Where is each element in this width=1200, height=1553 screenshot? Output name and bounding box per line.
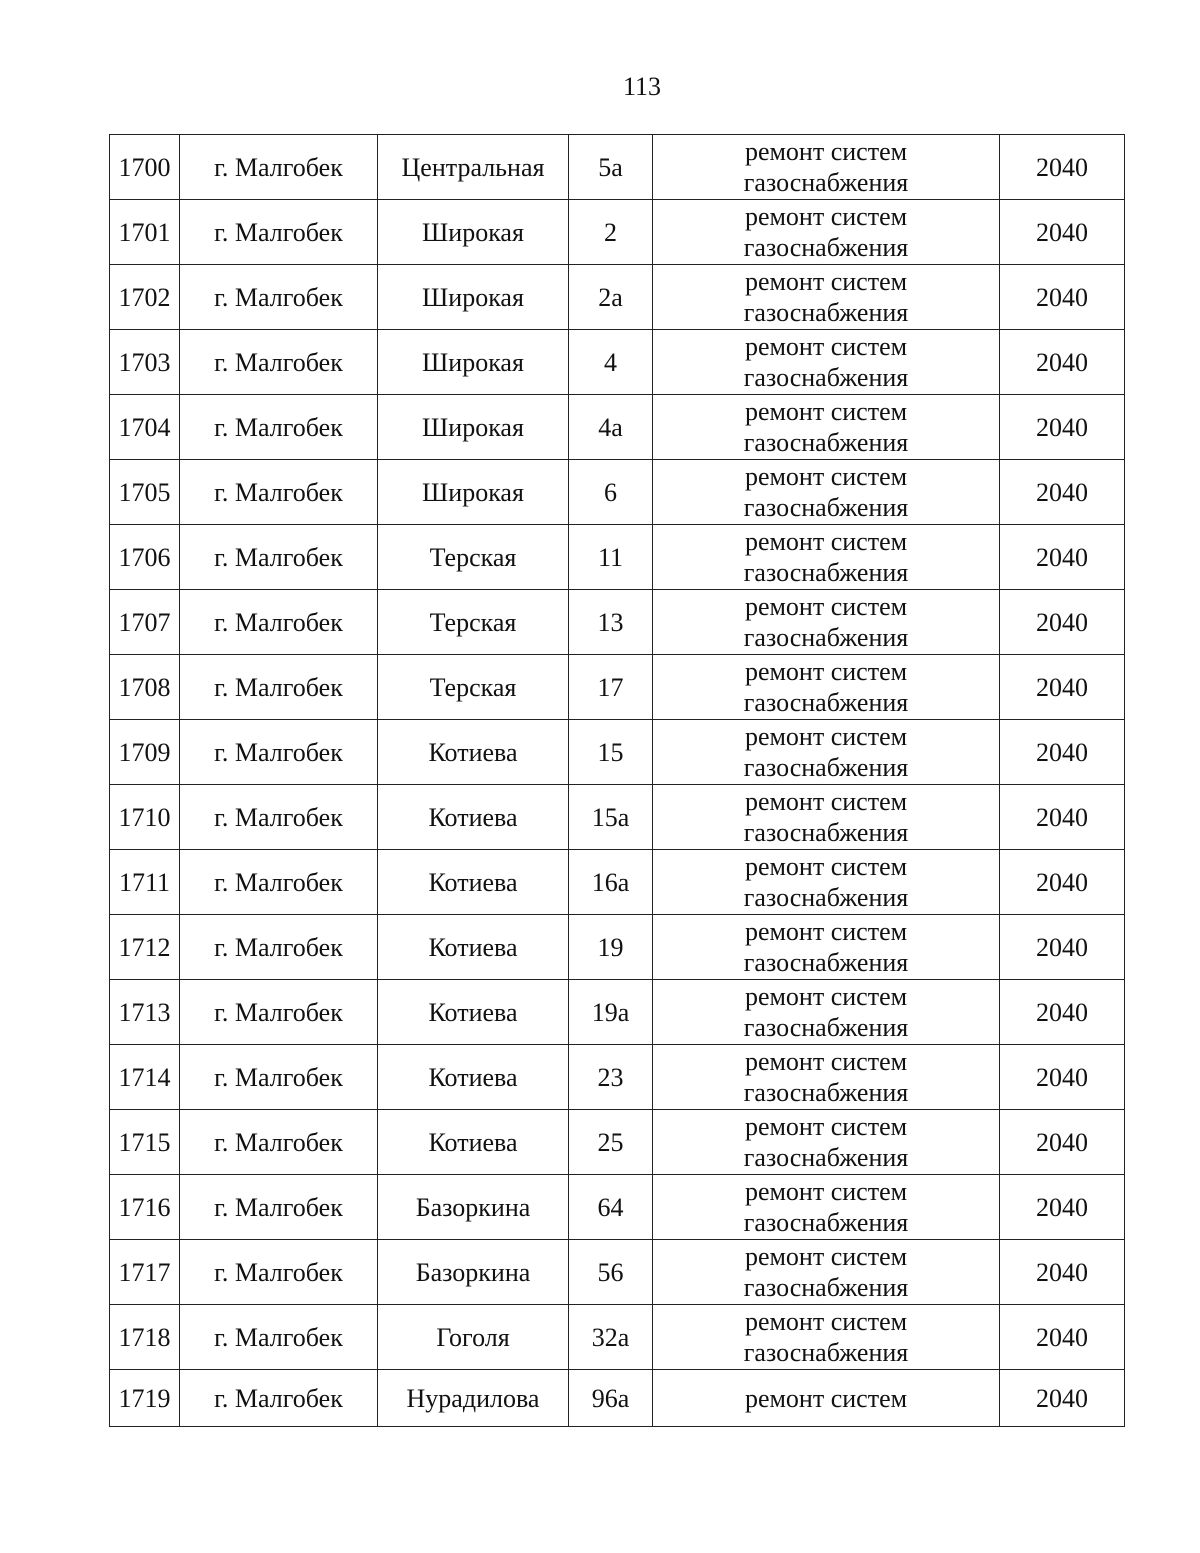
street-cell: Котиева — [378, 915, 569, 980]
table-row — [110, 1370, 1125, 1427]
house-number-cell: 5а — [569, 135, 653, 200]
work-type-line-2: газоснабжения — [743, 688, 909, 717]
city-cell: г. Малгобек — [180, 395, 378, 460]
year-cell: 2040 — [1000, 330, 1125, 395]
row-number-cell: 1712 — [110, 915, 180, 980]
year-cell: 2040 — [1000, 1045, 1125, 1110]
work-type-cell — [653, 785, 1000, 850]
table-row — [110, 850, 1125, 915]
city-cell: г. Малгобек — [180, 1110, 378, 1175]
work-type-line-1: ремонт систем — [744, 1177, 908, 1206]
work-type-line-2: газоснабжения — [743, 558, 909, 587]
city-cell: г. Малгобек — [180, 785, 378, 850]
row-number-cell: 1708 — [110, 655, 180, 720]
work-type-line-1: ремонт систем — [744, 137, 908, 166]
row-number-cell: 1713 — [110, 980, 180, 1045]
house-number-cell: 11 — [569, 525, 653, 590]
work-type-line-1: ремонт систем — [744, 787, 908, 816]
year-cell: 2040 — [1000, 655, 1125, 720]
street-cell: Котиева — [378, 1110, 569, 1175]
year-cell: 2040 — [1000, 525, 1125, 590]
work-type-line-1: ремонт систем — [744, 657, 908, 686]
work-type-cell — [653, 590, 1000, 655]
city-cell: г. Малгобек — [180, 915, 378, 980]
city-cell: г. Малгобек — [180, 460, 378, 525]
row-number-cell: 1717 — [110, 1240, 180, 1305]
work-type-line-2: газоснабжения — [743, 168, 909, 197]
work-type-line-1: ремонт систем — [744, 1047, 908, 1076]
house-number-cell: 32а — [569, 1305, 653, 1370]
city-cell: г. Малгобек — [180, 720, 378, 785]
table-row — [110, 1110, 1125, 1175]
work-type-cell — [653, 1240, 1000, 1305]
work-type-cell — [653, 135, 1000, 200]
table-row — [110, 720, 1125, 785]
table-row — [110, 590, 1125, 655]
work-type-cell — [653, 850, 1000, 915]
work-type-line-2: газоснабжения — [743, 883, 909, 912]
house-number-cell: 19а — [569, 980, 653, 1045]
row-number-cell: 1706 — [110, 525, 180, 590]
table-row — [110, 785, 1125, 850]
work-type-line-1: ремонт систем — [744, 202, 908, 231]
work-type-cell — [653, 1370, 1000, 1427]
city-cell: г. Малгобек — [180, 1045, 378, 1110]
row-number-cell: 1710 — [110, 785, 180, 850]
city-cell: г. Малгобек — [180, 590, 378, 655]
house-number-cell: 4 — [569, 330, 653, 395]
city-cell: г. Малгобек — [180, 850, 378, 915]
work-type-line-1: ремонт систем — [744, 267, 908, 296]
house-number-cell: 25 — [569, 1110, 653, 1175]
work-type-line-1: ремонт систем — [744, 1383, 908, 1413]
house-number-cell: 19 — [569, 915, 653, 980]
work-type-cell — [653, 1045, 1000, 1110]
city-cell: г. Малгобек — [180, 525, 378, 590]
table-row — [110, 330, 1125, 395]
street-cell: Котиева — [378, 980, 569, 1045]
row-number-cell: 1701 — [110, 200, 180, 265]
work-type-line-1: ремонт систем — [744, 917, 908, 946]
work-type-line-2: газоснабжения — [743, 233, 909, 262]
row-number-cell: 1715 — [110, 1110, 180, 1175]
work-type-cell — [653, 265, 1000, 330]
table-row — [110, 265, 1125, 330]
row-number-cell: 1702 — [110, 265, 180, 330]
work-type-line-2: газоснабжения — [743, 493, 909, 522]
year-cell: 2040 — [1000, 460, 1125, 525]
work-type-cell — [653, 915, 1000, 980]
work-type-line-2: газоснабжения — [743, 428, 909, 457]
work-type-cell — [653, 395, 1000, 460]
work-type-line-1: ремонт систем — [744, 397, 908, 426]
work-type-line-2: газоснабжения — [743, 1338, 909, 1367]
work-type-line-1: ремонт систем — [744, 982, 908, 1011]
work-type-line-1: ремонт систем — [744, 1242, 908, 1271]
row-number-cell: 1714 — [110, 1045, 180, 1110]
table-row — [110, 1045, 1125, 1110]
work-type-line-1: ремонт систем — [744, 592, 908, 621]
house-number-cell: 23 — [569, 1045, 653, 1110]
city-cell: г. Малгобек — [180, 265, 378, 330]
street-cell: Широкая — [378, 330, 569, 395]
city-cell: г. Малгобек — [180, 200, 378, 265]
work-type-cell — [653, 1175, 1000, 1240]
city-cell: г. Малгобек — [180, 330, 378, 395]
year-cell: 2040 — [1000, 1370, 1125, 1427]
year-cell: 2040 — [1000, 915, 1125, 980]
city-cell: г. Малгобек — [180, 1305, 378, 1370]
street-cell: Терская — [378, 525, 569, 590]
work-type-cell — [653, 980, 1000, 1045]
row-number-cell: 1718 — [110, 1305, 180, 1370]
year-cell: 2040 — [1000, 135, 1125, 200]
year-cell: 2040 — [1000, 720, 1125, 785]
year-cell: 2040 — [1000, 395, 1125, 460]
street-cell: Котиева — [378, 850, 569, 915]
year-cell: 2040 — [1000, 1305, 1125, 1370]
house-number-cell: 15 — [569, 720, 653, 785]
house-number-cell: 13 — [569, 590, 653, 655]
city-cell: г. Малгобек — [180, 1175, 378, 1240]
city-cell: г. Малгобек — [180, 980, 378, 1045]
street-cell: Широкая — [378, 265, 569, 330]
work-type-cell — [653, 200, 1000, 265]
house-number-cell: 2 — [569, 200, 653, 265]
work-type-line-1: ремонт систем — [744, 1112, 908, 1141]
work-type-line-2: газоснабжения — [743, 753, 909, 782]
table-row — [110, 395, 1125, 460]
work-type-line-2: газоснабжения — [743, 1013, 909, 1042]
work-type-line-2: газоснабжения — [743, 623, 909, 652]
year-cell: 2040 — [1000, 590, 1125, 655]
year-cell: 2040 — [1000, 1240, 1125, 1305]
work-type-line-2: газоснабжения — [743, 363, 909, 392]
table-row — [110, 655, 1125, 720]
year-cell: 2040 — [1000, 200, 1125, 265]
work-type-line-1: ремонт систем — [744, 722, 908, 751]
street-cell: Базоркина — [378, 1175, 569, 1240]
work-type-line-2: газоснабжения — [743, 1078, 909, 1107]
house-number-cell: 56 — [569, 1240, 653, 1305]
row-number-cell: 1703 — [110, 330, 180, 395]
street-cell: Широкая — [378, 200, 569, 265]
row-number-cell: 1709 — [110, 720, 180, 785]
table-row — [110, 525, 1125, 590]
table-row — [110, 1175, 1125, 1240]
table-row — [110, 915, 1125, 980]
table-row — [110, 1240, 1125, 1305]
row-number-cell: 1704 — [110, 395, 180, 460]
street-cell: Котиева — [378, 1045, 569, 1110]
street-cell: Широкая — [378, 460, 569, 525]
row-number-cell: 1711 — [110, 850, 180, 915]
row-number-cell: 1716 — [110, 1175, 180, 1240]
city-cell: г. Малгобек — [180, 655, 378, 720]
work-type-cell — [653, 720, 1000, 785]
row-number-cell: 1700 — [110, 135, 180, 200]
table-row — [110, 980, 1125, 1045]
street-cell: Котиева — [378, 785, 569, 850]
work-type-cell — [653, 525, 1000, 590]
year-cell: 2040 — [1000, 1110, 1125, 1175]
row-number-cell: 1705 — [110, 460, 180, 525]
house-number-cell: 96а — [569, 1370, 653, 1427]
house-number-cell: 64 — [569, 1175, 653, 1240]
work-type-line-2: газоснабжения — [743, 1208, 909, 1237]
registry-table — [109, 134, 1125, 1427]
street-cell: Котиева — [378, 720, 569, 785]
work-type-cell — [653, 460, 1000, 525]
work-type-cell — [653, 655, 1000, 720]
street-cell: Центральная — [378, 135, 569, 200]
street-cell: Гоголя — [378, 1305, 569, 1370]
work-type-cell — [653, 1305, 1000, 1370]
row-number-cell: 1719 — [110, 1370, 180, 1427]
work-type-line-1: ремонт систем — [744, 332, 908, 361]
table-row — [110, 200, 1125, 265]
year-cell: 2040 — [1000, 850, 1125, 915]
street-cell: Терская — [378, 655, 569, 720]
city-cell: г. Малгобек — [180, 1370, 378, 1427]
city-cell: г. Малгобек — [180, 135, 378, 200]
house-number-cell: 6 — [569, 460, 653, 525]
work-type-line-2: газоснабжения — [743, 948, 909, 977]
work-type-line-2: газоснабжения — [743, 1273, 909, 1302]
house-number-cell: 17 — [569, 655, 653, 720]
street-cell: Терская — [378, 590, 569, 655]
street-cell: Широкая — [378, 395, 569, 460]
work-type-line-1: ремонт систем — [744, 1307, 908, 1336]
house-number-cell: 16а — [569, 850, 653, 915]
year-cell: 2040 — [1000, 785, 1125, 850]
work-type-line-1: ремонт систем — [744, 852, 908, 881]
street-cell: Нурадилова — [378, 1370, 569, 1427]
table-row — [110, 1305, 1125, 1370]
table-row — [110, 460, 1125, 525]
year-cell: 2040 — [1000, 1175, 1125, 1240]
work-type-line-2: газоснабжения — [743, 298, 909, 327]
work-type-line-2: газоснабжения — [743, 818, 909, 847]
work-type-line-1: ремонт систем — [744, 462, 908, 491]
year-cell: 2040 — [1000, 265, 1125, 330]
year-cell: 2040 — [1000, 980, 1125, 1045]
work-type-cell — [653, 330, 1000, 395]
street-cell: Базоркина — [378, 1240, 569, 1305]
house-number-cell: 15а — [569, 785, 653, 850]
row-number-cell: 1707 — [110, 590, 180, 655]
city-cell: г. Малгобек — [180, 1240, 378, 1305]
house-number-cell: 2а — [569, 265, 653, 330]
page-number: 113 — [622, 72, 662, 101]
work-type-line-1: ремонт систем — [744, 527, 908, 556]
table-row — [110, 135, 1125, 200]
house-number-cell: 4а — [569, 395, 653, 460]
registry-table-body — [110, 135, 1125, 1427]
work-type-cell — [653, 1110, 1000, 1175]
work-type-line-2: газоснабжения — [743, 1143, 909, 1172]
